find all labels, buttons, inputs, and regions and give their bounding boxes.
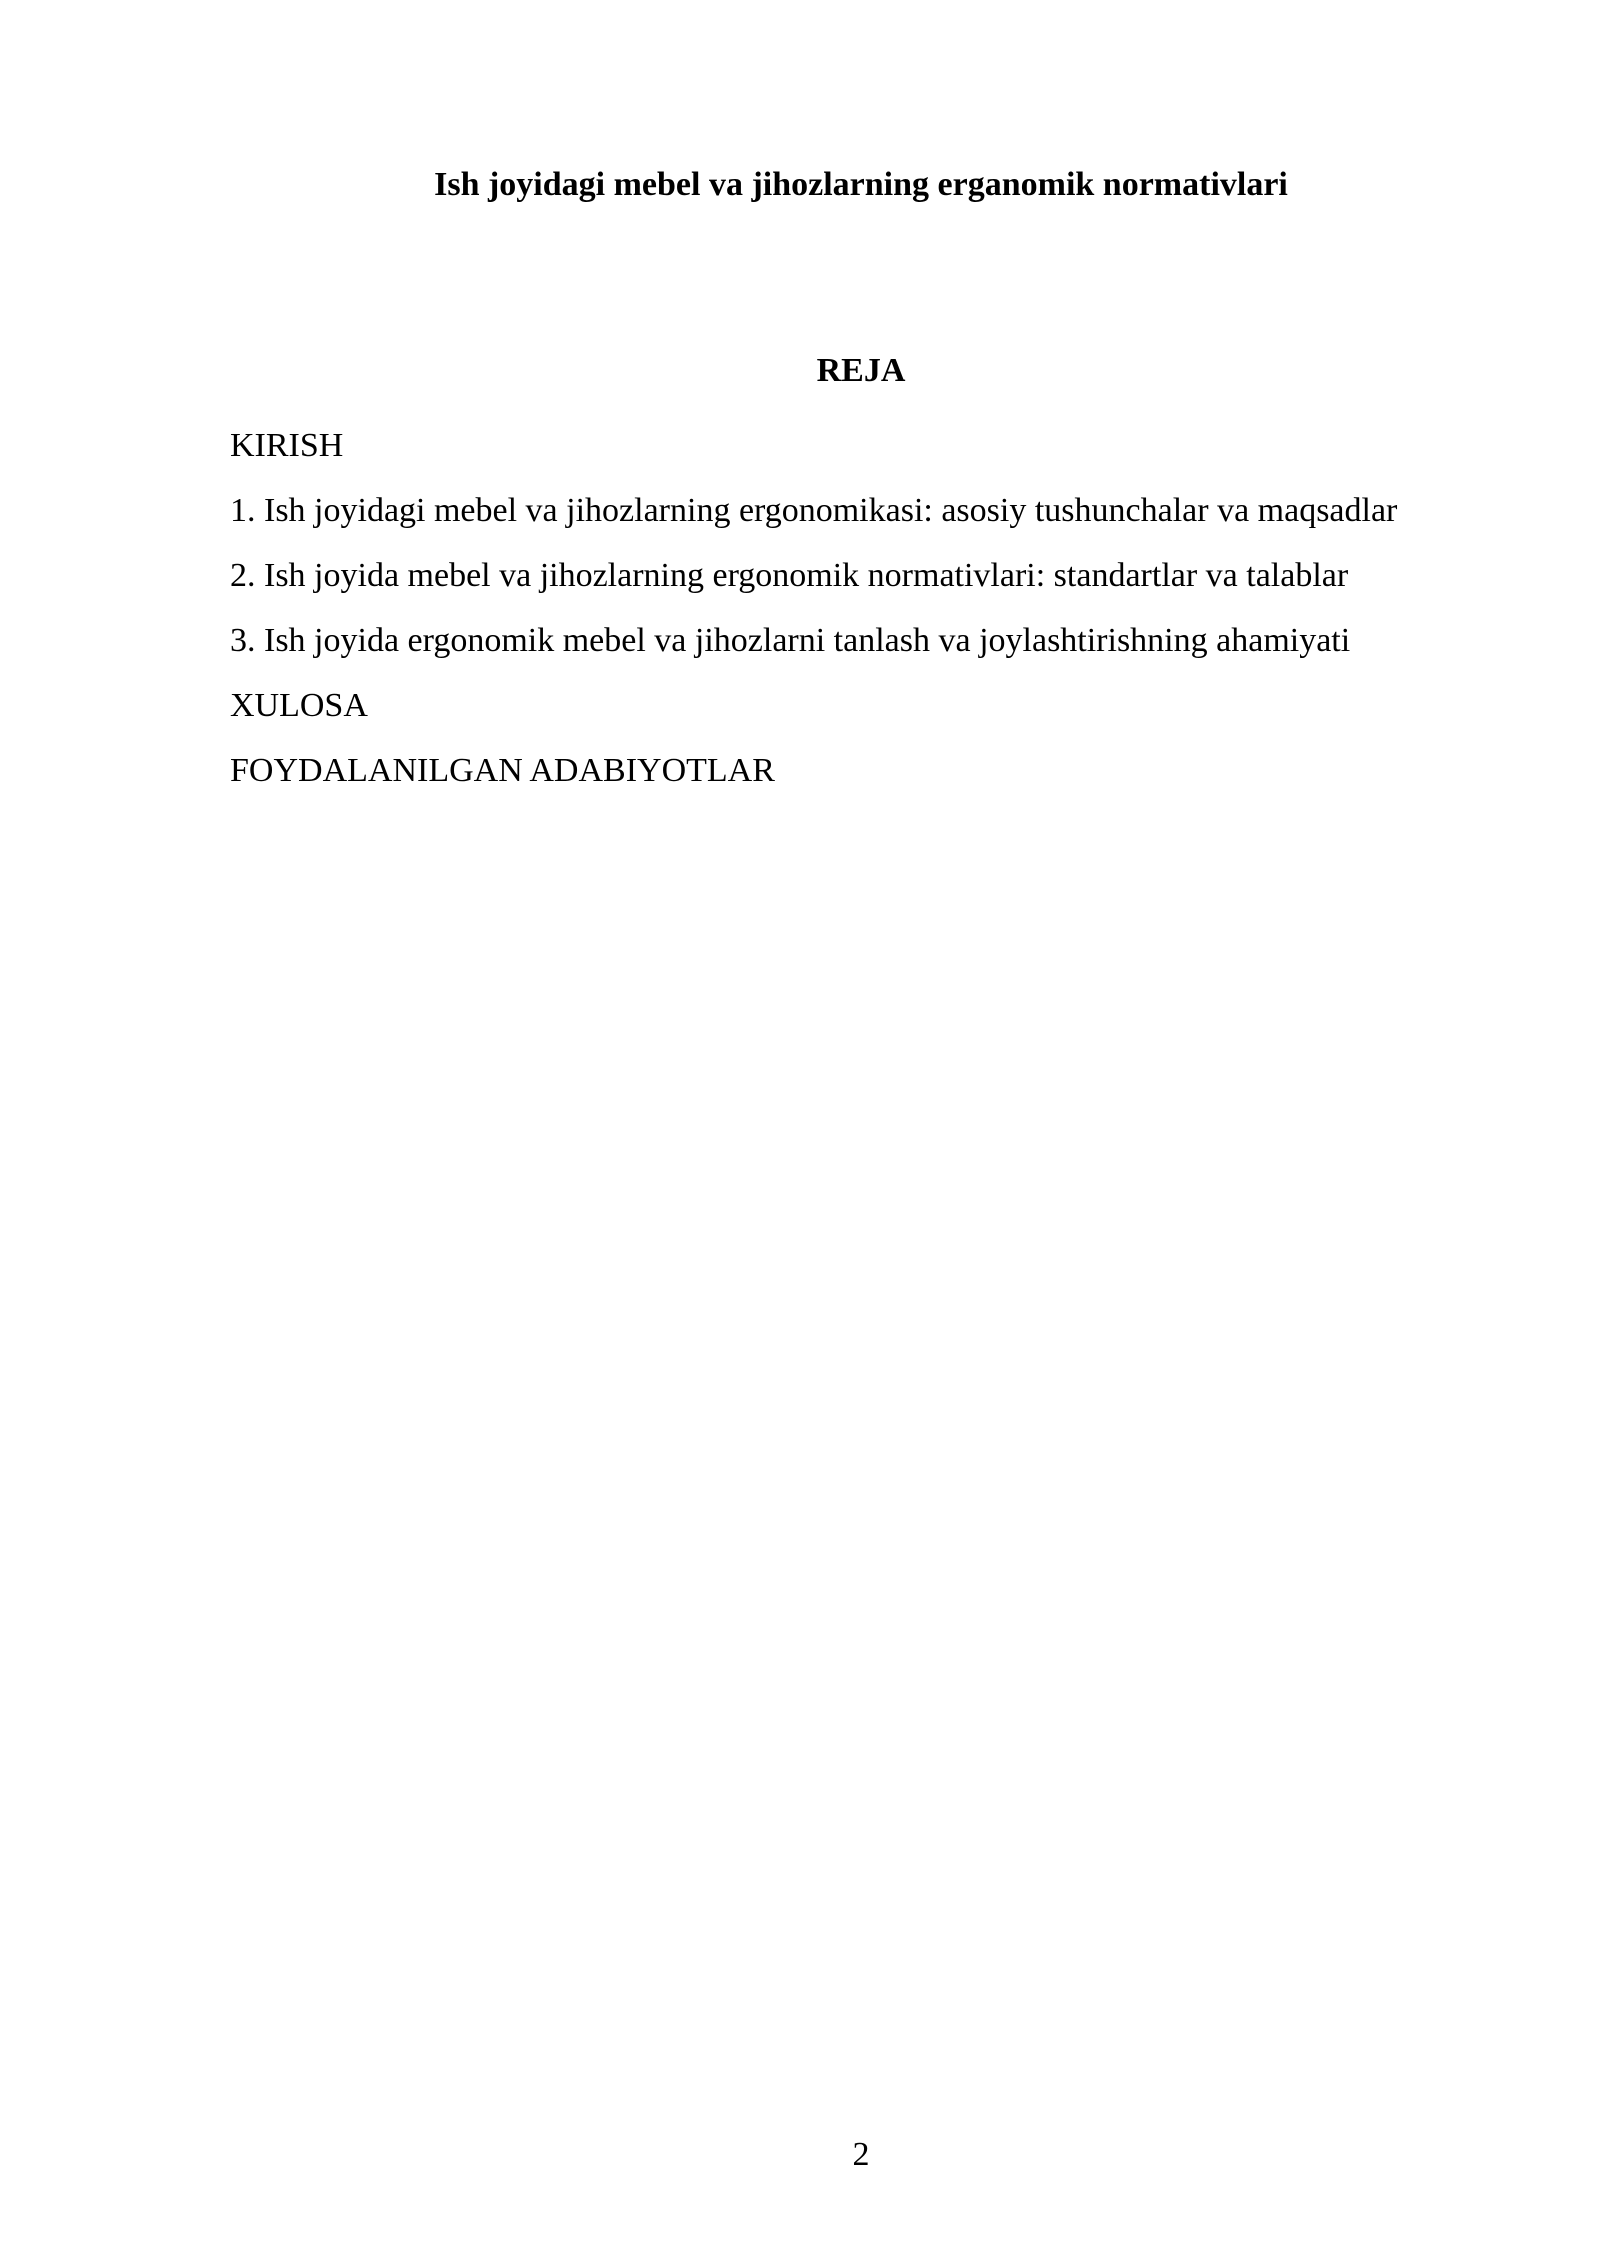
document-title: Ish joyidagi mebel va jihozlarning erganomik normativlari (434, 166, 1288, 203)
title-block (230, 162, 1492, 208)
plan-list (230, 418, 1492, 808)
plan-item-references: FOYDALANILGAN ADABIYOTLAR (230, 752, 775, 789)
plan-item-conclusion: XULOSA (230, 687, 368, 724)
plan-item-chapter-1: 1. Ish joyidagi mebel va jihozlarning ergonomikasi: asosiy tushunchalar va maqsadlar (230, 492, 1398, 529)
plan-heading: REJA (816, 352, 906, 389)
plan-item-introduction: KIRISH (230, 427, 344, 464)
plan-item-chapter-3: 3. Ish joyida ergonomik mebel va jihozlarni tanlash va joylashtirishning ahamiyati (230, 622, 1351, 659)
plan-item-chapter-2: 2. Ish joyida mebel va jihozlarning ergonomik normativlari: standartlar va talablar (230, 557, 1349, 594)
page-number: 2 (852, 2136, 870, 2173)
